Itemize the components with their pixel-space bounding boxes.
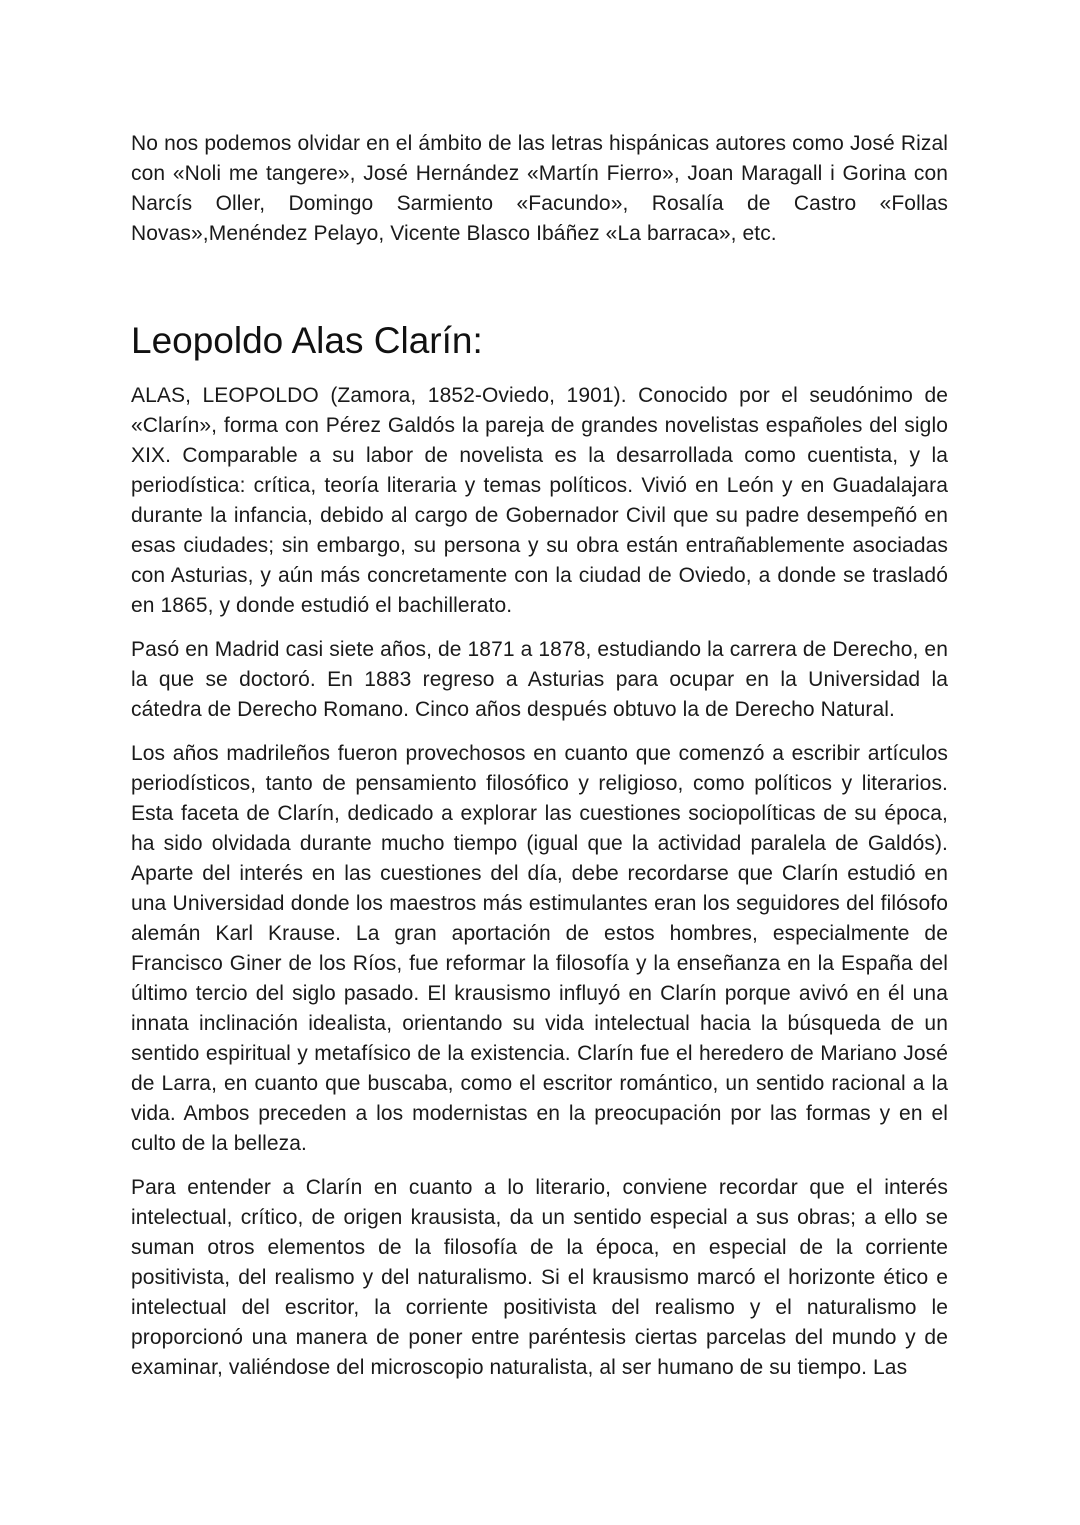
body-paragraph: Pasó en Madrid casi siete años, de 1871 a 1878, estudiando la carrera de Derecho, en la que se doctoró. En 1883 regreso a Asturias para ocupar en la Universidad la cátedra de Derecho Romano. Cinco años después obtuvo la de Derecho Natural.	[131, 638, 948, 721]
document-body	[131, 129, 948, 1383]
section-title: Leopoldo Alas Clarín:	[131, 320, 483, 361]
body-paragraph: Para entender a Clarín en cuanto a lo literario, conviene recordar que el interés intelectual, crítico, de origen krausista, da un sentido especial a sus obras; a ello se suman otros elementos de la filosofía de la época, en especial de la corriente positivista, del realismo y del naturalismo. Si el krausismo marcó el horizonte ético e intelectual del escritor, la corriente positivista del realismo y el naturalismo le proporcionó una manera de poner entre paréntesis ciertas parcelas del mundo y de examinar, valiéndose del microscopio naturalista, al ser humano de su tiempo. Las	[131, 1176, 948, 1379]
body-paragraph: ALAS, LEOPOLDO (Zamora, 1852-Oviedo, 1901). Conocido por el seudónimo de «Clarín», forma con Pérez Galdós la pareja de grandes novelistas españoles del siglo XIX. Comparable a su labor de novelista es la desarrollada como cuentista, y la periodística: crítica, teoría literaria y temas políticos. Vivió en León y en Guadalajara durante la infancia, debido al cargo de Gobernador Civil que su padre desempeñó en esas ciudades; sin embargo, su persona y su obra están entrañablemente asociadas con Asturias, y aún más concretamente con la ciudad de Oviedo, a donde se trasladó en 1865, y donde estudió el bachillerato.	[131, 384, 948, 617]
body-paragraph: Los años madrileños fueron provechosos en cuanto que comenzó a escribir artículos periodísticos, tanto de pensamiento filosófico y religioso, como políticos y literarios. Esta faceta de Clarín, dedicado a explorar las cuestiones sociopolíticas de su época, ha sido olvidada durante mucho tiempo (igual que la actividad paralela de Galdós). Aparte del interés en las cuestiones del día, debe recordarse que Clarín estudió en una Universidad donde los maestros más estimulantes eran los seguidores del filósofo alemán Karl Krause. La gran aportación de estos hombres, especialmente de Francisco Giner de los Ríos, fue reformar la filosofía y la enseñanza en la España del último tercio del siglo pasado. El krausismo influyó en Clarín porque avivó en él una innata inclinación idealista, orientando su vida intelectual hacia la búsqueda de un sentido espiritual y metafísico de la existencia. Clarín fue el heredero de Mariano José de Larra, en cuanto que buscaba, como el escritor romántico, un sentido racional a la vida. Ambos preceden a los modernistas en la preocupación por las formas y en el culto de la belleza.	[131, 742, 948, 1155]
intro-paragraph: No nos podemos olvidar en el ámbito de las letras hispánicas autores como José Rizal con «Noli me tangere», José Hernández «Martín Fierro», Joan Maragall i Gorina con Narcís Oller, Domingo Sarmiento «Facundo», Rosalía de Castro «Follas Novas»,Menéndez Pelayo, Vicente Blasco Ibáñez «La barraca», etc.	[131, 132, 948, 245]
